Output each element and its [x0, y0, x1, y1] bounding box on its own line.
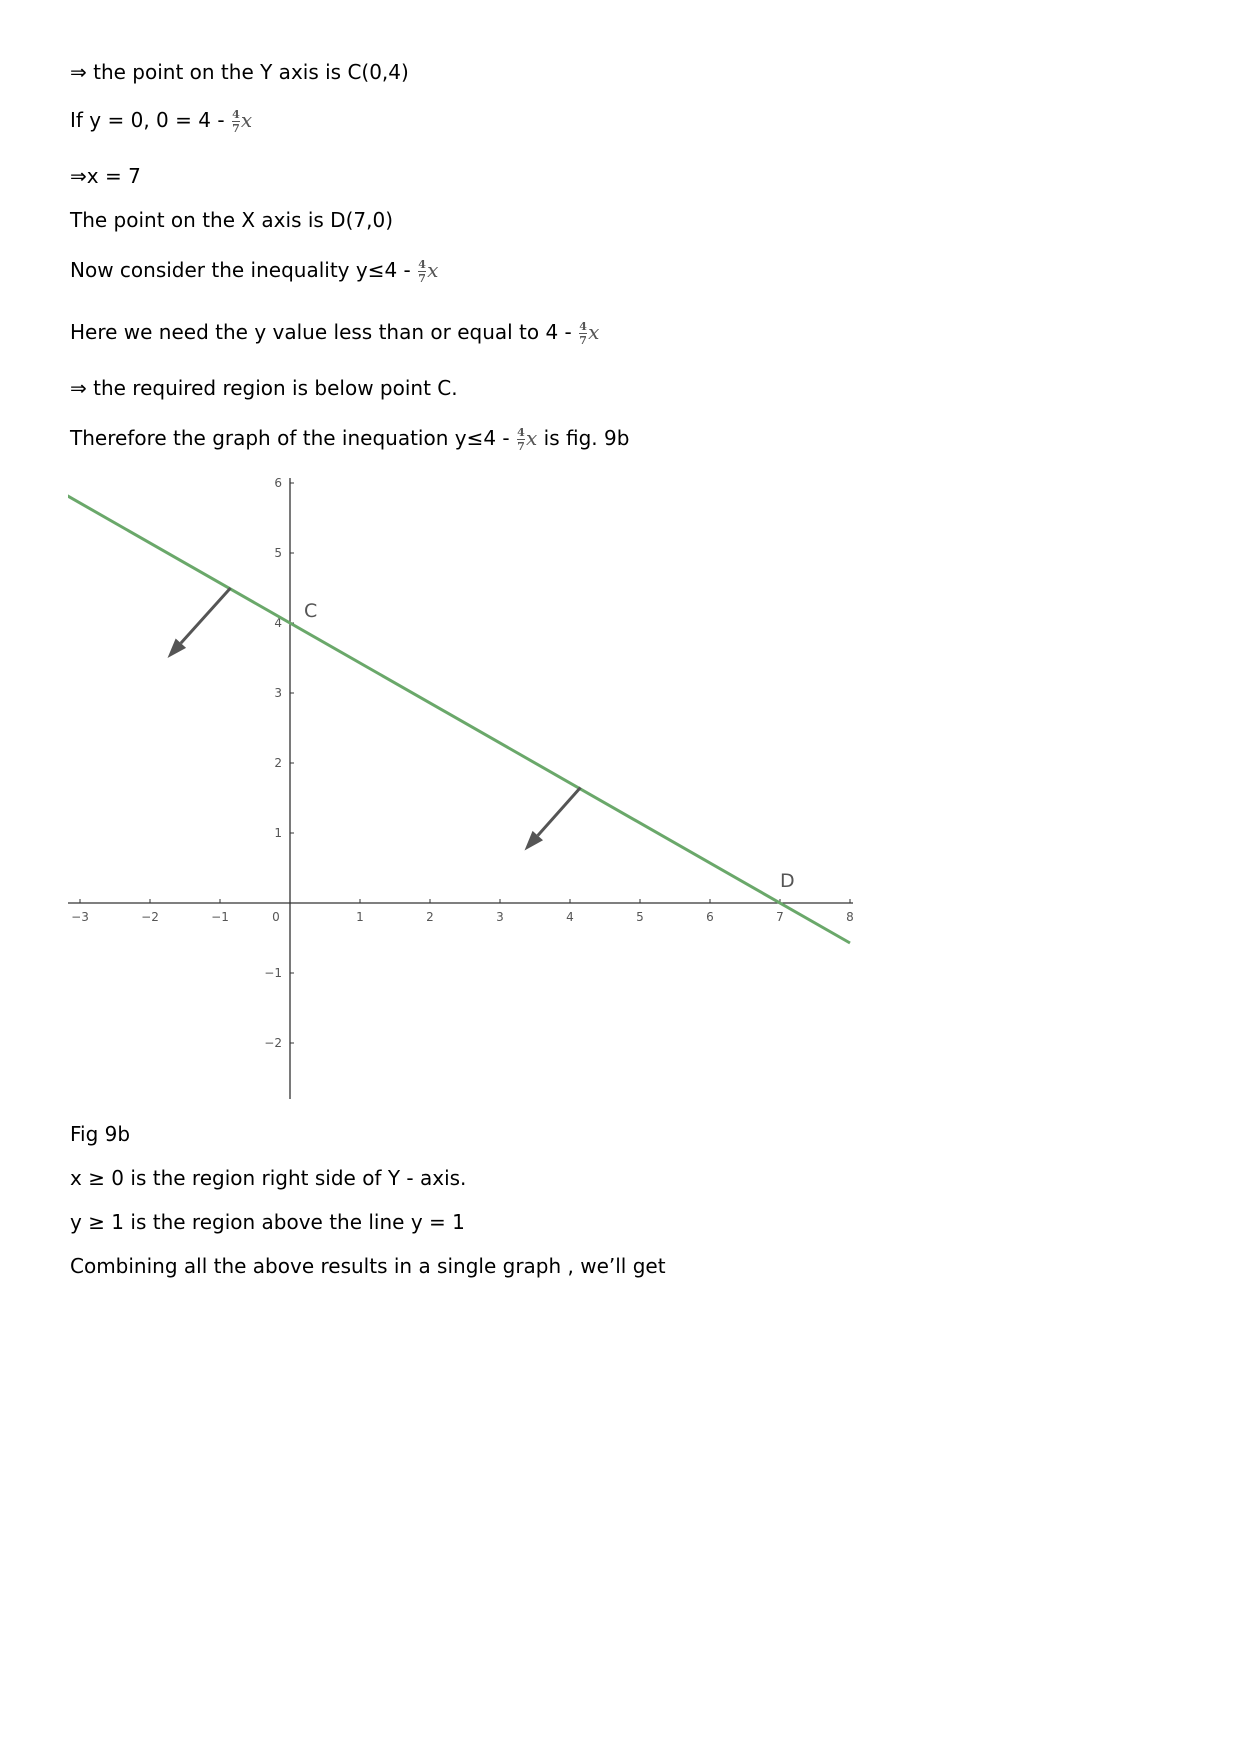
text-line-therefore-graph-text: Therefore the graph of the inequation y≤4 -	[70, 426, 516, 450]
boundary-line-layer	[68, 495, 850, 943]
text-line-y-region: y ≥ 1 is the region above the line y = 1	[70, 1210, 465, 1234]
y-tick-label: 4	[274, 616, 282, 630]
variable-x: x	[240, 108, 253, 132]
variable-x: x	[526, 426, 538, 450]
fraction-four-sevenths	[579, 321, 587, 346]
y-tick-label: 3	[274, 686, 282, 700]
text-line-if-y-zero-text: If y = 0, 0 = 4 -	[70, 108, 231, 132]
fraction-denominator: 7	[579, 334, 587, 347]
x-tick-label: 3	[496, 910, 504, 924]
arrow-shaft	[181, 588, 231, 643]
fraction-numerator: 4	[579, 320, 587, 333]
region-arrows	[168, 588, 581, 851]
x-tick-label: −2	[141, 910, 159, 924]
x-tick-label: 4	[566, 910, 574, 924]
fraction-four-sevenths	[517, 427, 525, 452]
x-tick-label: 6	[706, 910, 714, 924]
y-tick-label: 6	[274, 478, 282, 490]
text-line-therefore-graph-suffix: is fig. 9b	[537, 426, 630, 450]
axes	[68, 478, 853, 1099]
fraction-denominator: 7	[517, 440, 525, 453]
text-line-y-value-less-text: Here we need the y value less than or equal to 4 -	[70, 320, 579, 344]
point-label-c: C	[304, 600, 318, 622]
x-tick-label: 2	[426, 910, 434, 924]
text-line-point-c: ⇒ the point on the Y axis is C(0,4)	[70, 60, 409, 84]
fraction-numerator: 4	[517, 426, 525, 439]
text-line-consider-inequality	[70, 258, 438, 284]
fraction-four-sevenths	[232, 109, 240, 134]
fraction-denominator: 7	[232, 122, 240, 135]
y-tick-label: 1	[274, 826, 282, 840]
variable-x: x	[588, 320, 600, 344]
inequality-graph	[68, 478, 858, 1108]
fraction-denominator: 7	[418, 272, 426, 285]
text-line-x-equals-7: ⇒x = 7	[70, 164, 141, 188]
y-tick-label: 2	[274, 756, 282, 770]
text-line-point-d: The point on the X axis is D(7,0)	[70, 208, 393, 232]
figure-caption: Fig 9b	[70, 1122, 131, 1146]
y-tick-label: −2	[264, 1036, 282, 1050]
fraction-numerator: 4	[418, 258, 426, 271]
x-tick-label: 8	[846, 910, 854, 924]
x-tick-label: 0	[272, 910, 280, 924]
y-tick-label: 5	[274, 546, 282, 560]
x-tick-label: −3	[71, 910, 89, 924]
x-tick-label: 1	[356, 910, 364, 924]
x-tick-label: −1	[211, 910, 229, 924]
text-line-y-value-less	[70, 320, 599, 346]
fraction-numerator: 4	[232, 108, 240, 121]
text-line-consider-inequality-text: Now consider the inequality y≤4 -	[70, 258, 418, 282]
text-line-required-region: ⇒ the required region is below point C.	[70, 376, 458, 400]
variable-x: x	[427, 258, 439, 282]
fraction-four-sevenths	[418, 259, 426, 284]
arrow-shaft	[538, 788, 581, 836]
text-line-if-y-zero	[70, 108, 252, 134]
x-tick-label: 7	[776, 910, 784, 924]
y-tick-label: −1	[264, 966, 282, 980]
x-tick-label: 5	[636, 910, 644, 924]
boundary-line	[68, 495, 850, 943]
point-labels	[304, 600, 795, 892]
text-line-therefore-graph	[70, 426, 629, 452]
point-label-d: D	[780, 870, 795, 892]
text-line-combining: Combining all the above results in a single graph , we’ll get	[70, 1254, 666, 1278]
text-line-x-region: x ≥ 0 is the region right side of Y - axis.	[70, 1166, 467, 1190]
